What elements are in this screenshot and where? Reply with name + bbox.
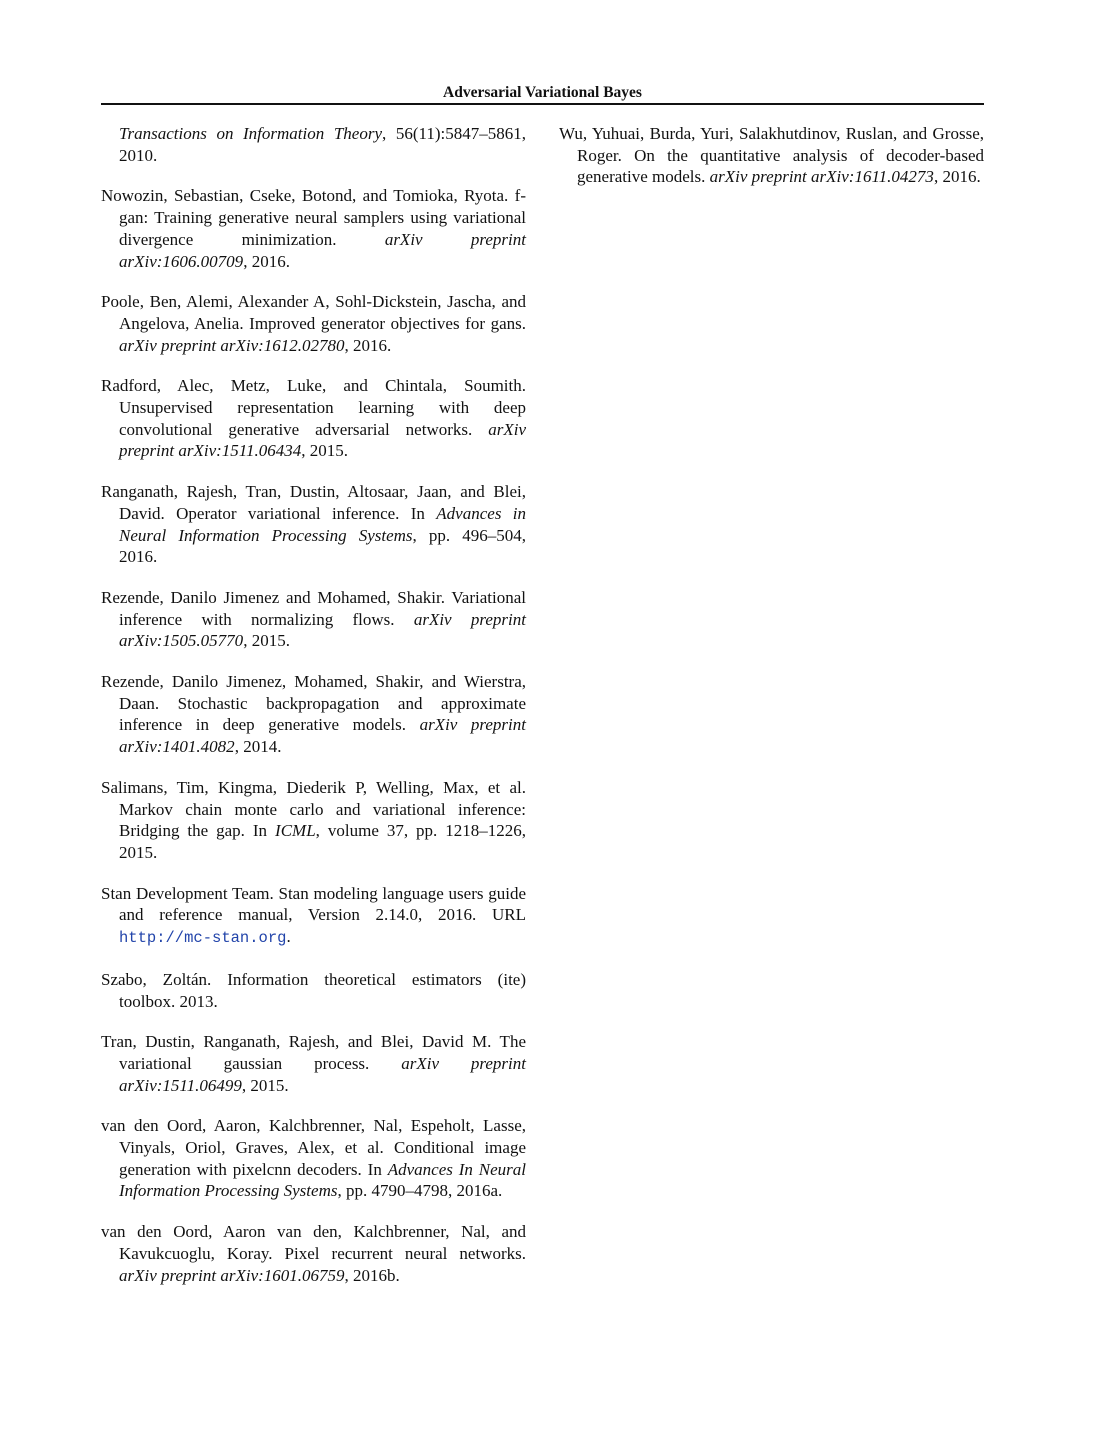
reference-tail: , 2015.: [241, 1075, 289, 1095]
reference-venue: Transactions on Information Theory: [119, 124, 382, 143]
reference-tail: , 2016b.: [344, 1265, 400, 1285]
reference-item: [101, 1221, 526, 1286]
reference-venue: ICML: [275, 821, 316, 841]
reference-venue: arXiv preprint arXiv:1505.05770: [119, 609, 526, 651]
references-right-column: [559, 123, 984, 207]
reference-tail: , 56(11):5847–5861, 2010.: [119, 124, 526, 165]
reference-item: [101, 777, 526, 864]
reference-tail: .: [286, 927, 291, 947]
reference-text: Szabo, Zoltán. Information theoretical estimators (ite) toolbox. 2013.: [101, 969, 526, 1011]
reference-text: van den Oord, Aaron van den, Kalchbrenner, Nal, and Kavukcuoglu, Koray. Pixel recurrent neural networks.: [101, 1222, 526, 1263]
reference-text: Radford, Alec, Metz, Luke, and Chintala, Soumith. Unsupervised representation learning with deep convolutional generative adversarial networks.: [101, 376, 526, 439]
reference-tail: , 2016.: [933, 167, 981, 187]
reference-item: [101, 481, 526, 568]
reference-tail: , 2014.: [234, 737, 282, 757]
reference-item: [101, 375, 526, 462]
reference-venue: arXiv preprint arXiv:1606.00709: [119, 229, 526, 271]
reference-item: [101, 1115, 526, 1202]
reference-tail: , 2016.: [243, 251, 290, 271]
reference-text: van den Oord, Aaron, Kalchbrenner, Nal, Espeholt, Lasse, Vinyals, Oriol, Graves, Alex, et al. Conditional image generation with pixelcnn decoders. In: [101, 1116, 526, 1179]
running-header: Adversarial Variational Bayes: [443, 84, 642, 101]
reference-venue: arXiv preprint arXiv:1611.04273: [709, 167, 934, 187]
reference-tail: , volume 37, pp. 1218–1226, 2015.: [119, 821, 526, 862]
reference-item: [559, 123, 984, 188]
reference-venue: arXiv preprint arXiv:1601.06759: [119, 1265, 345, 1285]
reference-item: [101, 587, 526, 652]
reference-text: Wu, Yuhuai, Burda, Yuri, Salakhutdinov, Ruslan, and Grosse, Roger. On the quantitative analysis of decoder-based generative models.: [559, 124, 984, 187]
reference-tail: , pp. 496–504, 2016.: [119, 525, 527, 567]
reference-venue: arXiv preprint arXiv:1612.02780: [119, 335, 345, 355]
reference-item: [101, 291, 526, 356]
reference-text: Salimans, Tim, Kingma, Diederik P, Welling, Max, et al. Markov chain monte carlo and variational inference: Bridging the gap. In: [101, 777, 526, 841]
reference-item: [101, 969, 526, 1012]
reference-text: Nowozin, Sebastian, Cseke, Botond, and Tomioka, Ryota. f-gan: Training generative neural samplers using variational divergence minimization.: [101, 186, 526, 249]
reference-text: Rezende, Danilo Jimenez and Mohamed, Shakir. Variational inference with normalizing flows.: [101, 587, 526, 629]
reference-venue: arXiv preprint arXiv:1401.4082: [119, 715, 526, 757]
reference-venue: arXiv preprint arXiv:1511.06434: [119, 419, 526, 461]
reference-item: [101, 671, 526, 758]
reference-text: Stan Development Team. Stan modeling language users guide and reference manual, Version 2.14.0, 2016. URL: [101, 883, 526, 925]
reference-venue: arXiv preprint arXiv:1511.06499: [119, 1053, 526, 1095]
reference-tail: , 2015.: [301, 441, 349, 461]
references-left-column: [101, 123, 526, 1305]
reference-item: [101, 883, 526, 950]
reference-tail: , pp. 4790–4798, 2016a.: [337, 1181, 503, 1201]
reference-item: [101, 123, 526, 166]
reference-tail: , 2015.: [243, 631, 290, 651]
reference-item: [101, 185, 526, 272]
reference-text: Rezende, Danilo Jimenez, Mohamed, Shakir, and Wierstra, Daan. Stochastic backpropagation and approximate inference in deep generative models.: [101, 672, 526, 735]
reference-url-link[interactable]: http://mc-stan.org: [119, 929, 287, 948]
reference-text: Poole, Ben, Alemi, Alexander A, Sohl-Dickstein, Jascha, and Angelova, Anelia. Improved generator objectives for gans.: [101, 292, 526, 333]
reference-item: [101, 1031, 526, 1096]
reference-text: Tran, Dustin, Ranganath, Rajesh, and Blei, David M. The variational gaussian process.: [101, 1032, 526, 1073]
reference-venue: Advances In Neural Information Processing Systems: [119, 1159, 526, 1201]
reference-text: Ranganath, Rajesh, Tran, Dustin, Altosaar, Jaan, and Blei, David. Operator variational inference. In: [101, 482, 526, 523]
reference-venue: Advances in Neural Information Processing Systems: [119, 503, 527, 545]
reference-tail: , 2016.: [344, 335, 392, 355]
header-rule: [101, 103, 984, 105]
